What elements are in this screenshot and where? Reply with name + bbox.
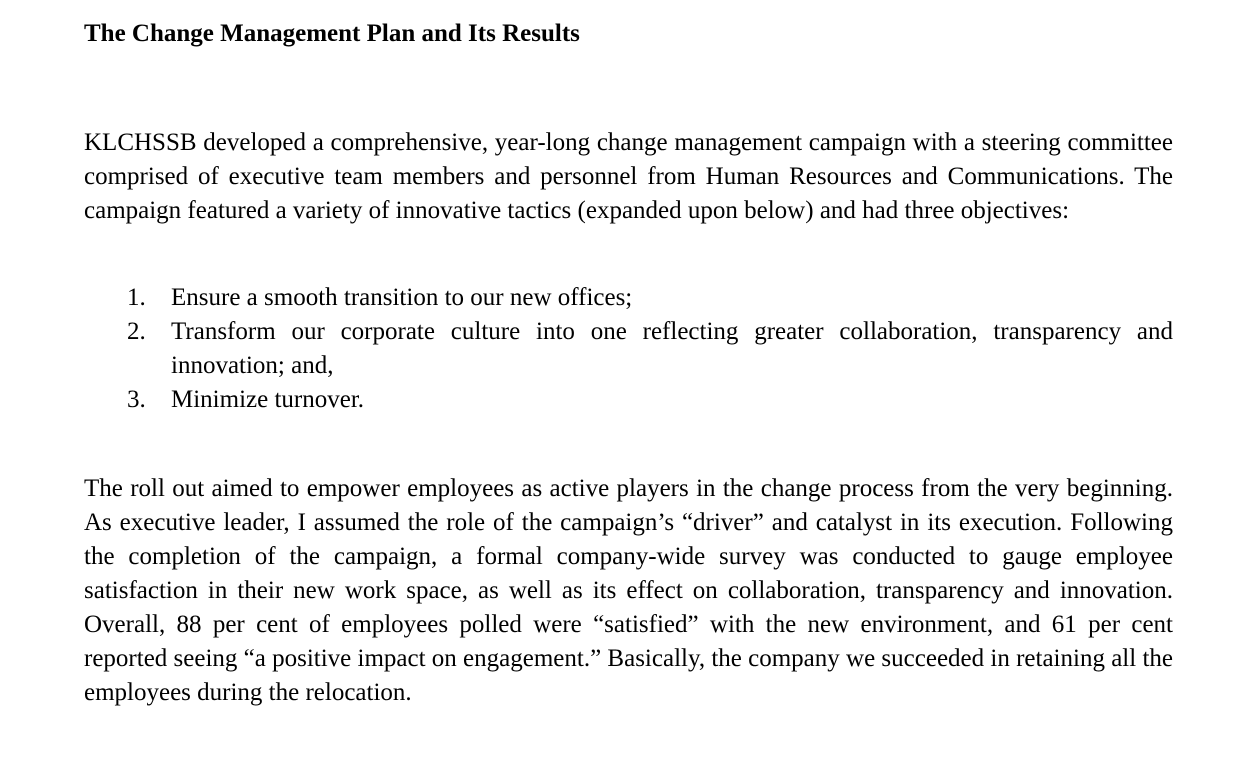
list-item-text: Minimize turnover. [171,386,365,413]
list-item-number: 2. [127,318,146,345]
list-item-text: Transform our corporate culture into one reflecting greater collaboration, transparency and innovation; and, [171,318,1173,379]
results-paragraph: The roll out aimed to empower employees as active players in the change process from the very beginning. As executive leader, I assumed the role of the campaign’s “driver” and catalyst in its execution. Following the completion of the campaign, a formal company-wide survey was conducted to gauge employee satisfaction in their new work space, as well as its effect on collaboration, transparency and innovation. Overall, 88 per cent of employees polled were “satisfied” with the new environment, and 61 per cent reported seeing “a positive impact on engagement.” Basically, the company we succeeded in retaining all the employees during the relocation. [84,475,1173,706]
list-item-text: Ensure a smooth transition to our new offices; [171,284,633,311]
document-heading: The Change Management Plan and Its Results [84,20,580,47]
list-item [84,281,1173,315]
objectives-list [84,281,1173,417]
list-item-number: 3. [127,386,146,413]
intro-paragraph: KLCHSSB developed a comprehensive, year-long change management campaign with a steering committee comprised of executive team members and personnel from Human Resources and Communications. The campaign featured a variety of innovative tactics (expanded upon below) and had three objectives: [84,129,1173,224]
list-item [84,383,1173,417]
list-item [84,315,1173,383]
list-item-number: 1. [127,284,146,311]
